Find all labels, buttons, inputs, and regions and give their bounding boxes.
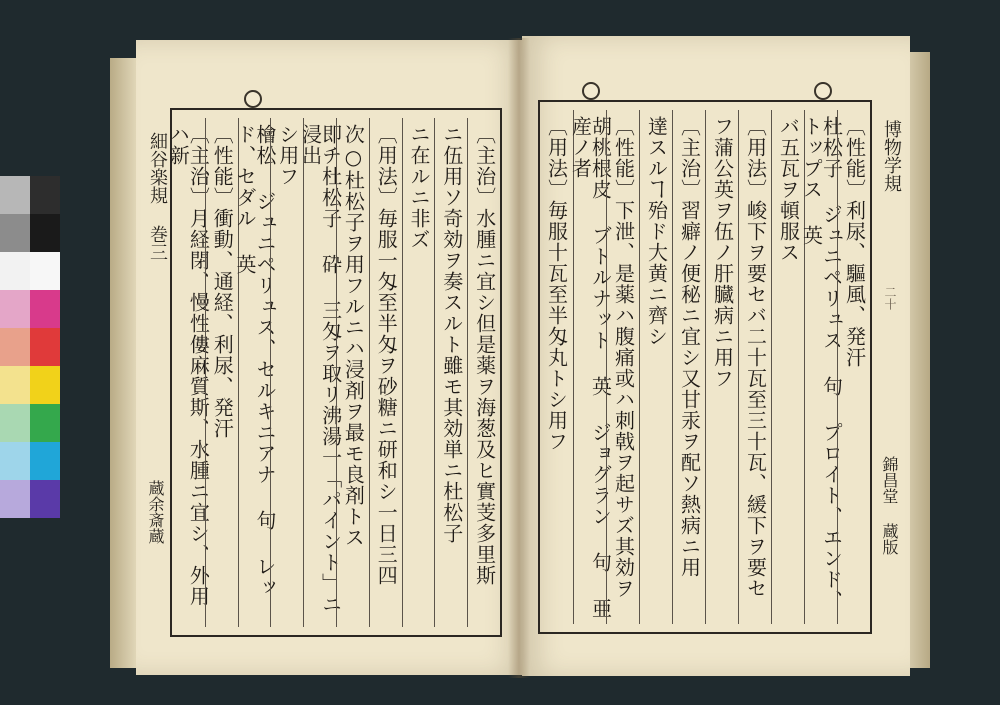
column-text: 〔性能〕衝動、通経、利尿、発汗 bbox=[210, 124, 235, 439]
column-text: 即チ杜松子 砕 三匁ヲ取リ沸湯一「パイント」ニ浸出 bbox=[298, 124, 343, 615]
left-side-label: 細谷楽規 巻三 bbox=[147, 132, 168, 261]
color-swatch-dark-gray bbox=[30, 176, 60, 214]
column-text: 次○杜松子ヲ用フルニハ浸剤ヲ最モ良剤トス bbox=[341, 124, 366, 548]
text-column bbox=[467, 118, 501, 627]
column-text: 檜松 ジュニペリュス、セルキニアナ 句 レッド、セダル 英 bbox=[232, 124, 277, 598]
open-book bbox=[110, 28, 930, 678]
column-text: 杜松子 ジュニペリュス 句 プロイト、エンド、トップス 英 bbox=[799, 116, 844, 611]
column-text: シ用フ bbox=[275, 124, 300, 187]
color-swatch-mid-gray bbox=[0, 214, 30, 252]
text-column bbox=[606, 110, 640, 624]
text-column bbox=[540, 110, 573, 624]
binding-hole bbox=[814, 82, 832, 100]
color-swatch-lavender bbox=[0, 480, 30, 518]
color-swatch-white bbox=[0, 252, 30, 290]
color-calibration-strip bbox=[0, 176, 60, 526]
column-text: 胡桃根皮 ブトルナット 英 ジョグラン 句 亜産ノ者 bbox=[568, 116, 613, 619]
binding-hole bbox=[582, 82, 600, 100]
column-text: 〔主治〕習癖ノ便秘ニ宜シ又甘汞ヲ配ソ熱病ニ用 bbox=[677, 116, 702, 578]
text-column bbox=[672, 110, 706, 624]
right-page bbox=[522, 36, 910, 676]
text-column bbox=[705, 110, 739, 624]
color-swatch-cyan bbox=[30, 442, 60, 480]
text-column bbox=[434, 118, 468, 627]
color-swatch-green bbox=[30, 404, 60, 442]
left-bottom-label: 蔵余斎蔵 bbox=[146, 480, 165, 544]
text-column bbox=[568, 110, 613, 624]
binding-hole bbox=[244, 90, 262, 108]
color-swatch-pale-yellow bbox=[0, 366, 30, 404]
color-swatch-pale-green bbox=[0, 404, 30, 442]
right-side-label: 博物学規 bbox=[881, 120, 902, 192]
text-column bbox=[166, 118, 211, 627]
column-text: 〔用法〕峻下ヲ要セバ二十瓦至三十瓦、緩下ヲ要セ bbox=[743, 116, 768, 599]
color-swatch-yellow bbox=[30, 366, 60, 404]
text-column bbox=[336, 118, 370, 627]
color-swatch-pale-blue bbox=[0, 442, 30, 480]
book-gutter bbox=[508, 38, 530, 678]
text-column bbox=[639, 110, 673, 624]
column-text: 〔用法〕毎服一匁至半匁ヲ砂糖ニ研和シ一日三四 bbox=[374, 124, 399, 586]
text-column bbox=[298, 118, 343, 627]
color-swatch-white-2 bbox=[30, 252, 60, 290]
text-column bbox=[799, 110, 844, 624]
color-swatch-red bbox=[30, 328, 60, 366]
left-page-frame bbox=[166, 108, 502, 637]
column-text: 〔主治〕月経閉、慢性僂麻質斯、水腫ニ宜シ、外用ハ新 bbox=[166, 124, 211, 607]
right-bottom-label: 錦昌堂 蔵版 bbox=[880, 456, 899, 555]
column-text: 〔性能〕下泄、是薬ハ腹痛或ハ刺戟ヲ起サズ其効ヲ bbox=[611, 116, 636, 599]
column-text: 達スルヿ殆ド大黄ニ齊シ bbox=[644, 116, 669, 347]
page-mark: 二十 bbox=[883, 286, 897, 310]
text-column bbox=[738, 110, 772, 624]
color-swatch-salmon bbox=[0, 328, 30, 366]
color-swatch-magenta bbox=[30, 290, 60, 328]
column-text: 〔用法〕毎服十瓦至半匁丸トシ用フ bbox=[544, 116, 569, 452]
column-text: ニ伍用ソ奇効ヲ奏スルト雖モ其効単ニ杜松子 bbox=[439, 124, 464, 544]
color-swatch-light-gray bbox=[0, 176, 30, 214]
text-column bbox=[369, 118, 403, 627]
column-text: 〔主治〕水腫ニ宜シ但是薬ヲ海葱及ヒ實芰多里斯 bbox=[472, 124, 497, 586]
text-column bbox=[270, 118, 304, 627]
color-swatch-violet bbox=[30, 480, 60, 518]
color-swatch-pink bbox=[0, 290, 30, 328]
column-text: バ五瓦ヲ頓服ス bbox=[776, 116, 801, 263]
column-text: 〔性能〕利尿、驅風、発汗 bbox=[842, 116, 867, 368]
text-column bbox=[837, 110, 871, 624]
text-column bbox=[232, 118, 277, 627]
color-swatch-near-black bbox=[30, 214, 60, 252]
column-text: ニ在ルニ非ズ bbox=[406, 124, 431, 250]
column-text: フ蒲公英ヲ伍ノ肝臓病ニ用フ bbox=[710, 116, 735, 389]
right-page-frame bbox=[538, 100, 872, 634]
left-page bbox=[136, 40, 526, 675]
text-column bbox=[402, 118, 436, 627]
